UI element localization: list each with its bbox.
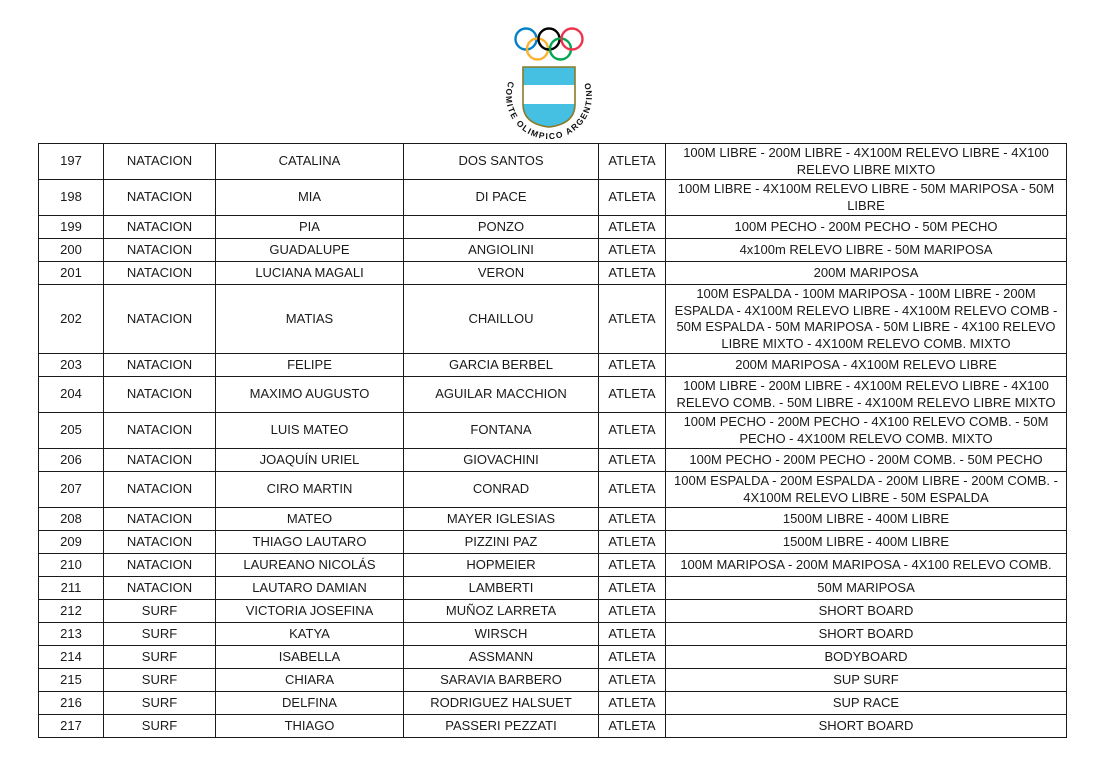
cell-number: 200 [39, 239, 104, 262]
cell-last-name: DOS SANTOS [404, 144, 599, 180]
cell-number: 199 [39, 216, 104, 239]
cell-first-name: CHIARA [216, 669, 404, 692]
table-row [39, 577, 1067, 600]
cell-events: SHORT BOARD [666, 715, 1067, 738]
cell-role: ATLETA [599, 216, 666, 239]
cell-first-name: THIAGO [216, 715, 404, 738]
cell-events: 100M PECHO - 200M PECHO - 50M PECHO [666, 216, 1067, 239]
cell-events: 200M MARIPOSA - 4X100M RELEVO LIBRE [666, 354, 1067, 377]
cell-sport: SURF [104, 715, 216, 738]
table-row [39, 262, 1067, 285]
cell-role: ATLETA [599, 377, 666, 413]
cell-sport: NATACION [104, 508, 216, 531]
cell-sport: NATACION [104, 239, 216, 262]
cell-events: 100M MARIPOSA - 200M MARIPOSA - 4X100 RELEVO COMB. [666, 554, 1067, 577]
cell-role: ATLETA [599, 413, 666, 449]
cell-role: ATLETA [599, 531, 666, 554]
table-row [39, 449, 1067, 472]
cell-role: ATLETA [599, 354, 666, 377]
athletes-table [38, 143, 1067, 738]
cell-first-name: CATALINA [216, 144, 404, 180]
table-row [39, 285, 1067, 354]
table-row [39, 239, 1067, 262]
cell-last-name: PONZO [404, 216, 599, 239]
table-row [39, 180, 1067, 216]
cell-number: 198 [39, 180, 104, 216]
comite-olimpico-argentino-logo [493, 12, 605, 144]
cell-last-name: SARAVIA BARBERO [404, 669, 599, 692]
cell-number: 210 [39, 554, 104, 577]
cell-role: ATLETA [599, 692, 666, 715]
cell-sport: NATACION [104, 285, 216, 354]
cell-events: SUP RACE [666, 692, 1067, 715]
table-row [39, 413, 1067, 449]
cell-first-name: ISABELLA [216, 646, 404, 669]
cell-number: 211 [39, 577, 104, 600]
cell-number: 209 [39, 531, 104, 554]
table-row [39, 554, 1067, 577]
cell-last-name: ANGIOLINI [404, 239, 599, 262]
cell-last-name: FONTANA [404, 413, 599, 449]
cell-role: ATLETA [599, 577, 666, 600]
cell-sport: SURF [104, 623, 216, 646]
cell-first-name: MIA [216, 180, 404, 216]
cell-number: 207 [39, 472, 104, 508]
cell-role: ATLETA [599, 285, 666, 354]
cell-sport: NATACION [104, 472, 216, 508]
cell-sport: NATACION [104, 354, 216, 377]
table-row [39, 623, 1067, 646]
table-row [39, 646, 1067, 669]
cell-last-name: MAYER IGLESIAS [404, 508, 599, 531]
cell-sport: NATACION [104, 262, 216, 285]
cell-last-name: AGUILAR MACCHION [404, 377, 599, 413]
cell-role: ATLETA [599, 623, 666, 646]
cell-last-name: WIRSCH [404, 623, 599, 646]
cell-last-name: MUÑOZ LARRETA [404, 600, 599, 623]
cell-first-name: GUADALUPE [216, 239, 404, 262]
cell-first-name: MAXIMO AUGUSTO [216, 377, 404, 413]
table-row [39, 531, 1067, 554]
cell-first-name: MATEO [216, 508, 404, 531]
cell-sport: NATACION [104, 554, 216, 577]
cell-role: ATLETA [599, 472, 666, 508]
table-row [39, 692, 1067, 715]
olympic-rings-icon [516, 29, 583, 60]
cell-first-name: CIRO MARTIN [216, 472, 404, 508]
cell-last-name: DI PACE [404, 180, 599, 216]
cell-events: BODYBOARD [666, 646, 1067, 669]
cell-sport: NATACION [104, 449, 216, 472]
logo-arc-text: COMITE OLIMPICO ARGENTINO [503, 80, 595, 142]
cell-number: 205 [39, 413, 104, 449]
cell-number: 203 [39, 354, 104, 377]
cell-events: SUP SURF [666, 669, 1067, 692]
cell-events: 100M LIBRE - 200M LIBRE - 4X100M RELEVO LIBRE - 4X100 RELEVO COMB. - 50M LIBRE - 4X100M RELEVO LIBRE MIXTO [666, 377, 1067, 413]
cell-events: 100M LIBRE - 200M LIBRE - 4X100M RELEVO LIBRE - 4X100 RELEVO LIBRE MIXTO [666, 144, 1067, 180]
cell-last-name: PASSERI PEZZATI [404, 715, 599, 738]
athletes-table-body [39, 144, 1067, 738]
cell-first-name: VICTORIA JOSEFINA [216, 600, 404, 623]
cell-role: ATLETA [599, 180, 666, 216]
cell-events: 100M PECHO - 200M PECHO - 4X100 RELEVO COMB. - 50M PECHO - 4X100M RELEVO COMB. MIXTO [666, 413, 1067, 449]
cell-sport: NATACION [104, 180, 216, 216]
cell-events: 100M PECHO - 200M PECHO - 200M COMB. - 50M PECHO [666, 449, 1067, 472]
cell-role: ATLETA [599, 646, 666, 669]
cell-number: 212 [39, 600, 104, 623]
cell-number: 202 [39, 285, 104, 354]
cell-first-name: LAUTARO DAMIAN [216, 577, 404, 600]
cell-first-name: PIA [216, 216, 404, 239]
cell-events: SHORT BOARD [666, 623, 1067, 646]
cell-last-name: VERON [404, 262, 599, 285]
cell-number: 213 [39, 623, 104, 646]
cell-sport: NATACION [104, 577, 216, 600]
cell-sport: NATACION [104, 216, 216, 239]
cell-number: 215 [39, 669, 104, 692]
cell-sport: NATACION [104, 144, 216, 180]
cell-role: ATLETA [599, 600, 666, 623]
cell-last-name: HOPMEIER [404, 554, 599, 577]
cell-first-name: LUIS MATEO [216, 413, 404, 449]
table-row [39, 715, 1067, 738]
cell-sport: NATACION [104, 377, 216, 413]
cell-events: 100M ESPALDA - 100M MARIPOSA - 100M LIBRE - 200M ESPALDA - 4X100M RELEVO LIBRE - 4X100M RELEVO COMB - 50M ESPALDA - 50M MARIPOSA - 50M LIBRE - 4X100 RELEVO LIBRE MIXTO - 4X100M RELEVO COMB. MIXTO [666, 285, 1067, 354]
cell-first-name: KATYA [216, 623, 404, 646]
cell-sport: SURF [104, 692, 216, 715]
cell-first-name: THIAGO LAUTARO [216, 531, 404, 554]
table-row [39, 216, 1067, 239]
cell-events: 100M LIBRE - 4X100M RELEVO LIBRE - 50M MARIPOSA - 50M LIBRE [666, 180, 1067, 216]
cell-sport: SURF [104, 600, 216, 623]
cell-role: ATLETA [599, 669, 666, 692]
table-row [39, 669, 1067, 692]
cell-events: SHORT BOARD [666, 600, 1067, 623]
table-row [39, 144, 1067, 180]
cell-sport: NATACION [104, 531, 216, 554]
cell-first-name: DELFINA [216, 692, 404, 715]
cell-number: 214 [39, 646, 104, 669]
cell-last-name: RODRIGUEZ HALSUET [404, 692, 599, 715]
table-row [39, 472, 1067, 508]
cell-last-name: ASSMANN [404, 646, 599, 669]
cell-last-name: LAMBERTI [404, 577, 599, 600]
cell-events: 100M ESPALDA - 200M ESPALDA - 200M LIBRE - 200M COMB. - 4X100M RELEVO LIBRE - 50M ESPALDA [666, 472, 1067, 508]
cell-first-name: LAUREANO NICOLÁS [216, 554, 404, 577]
cell-last-name: PIZZINI PAZ [404, 531, 599, 554]
cell-role: ATLETA [599, 262, 666, 285]
cell-sport: SURF [104, 646, 216, 669]
cell-last-name: CHAILLOU [404, 285, 599, 354]
cell-first-name: FELIPE [216, 354, 404, 377]
cell-first-name: JOAQUÍN URIEL [216, 449, 404, 472]
table-row [39, 508, 1067, 531]
cell-number: 201 [39, 262, 104, 285]
cell-number: 208 [39, 508, 104, 531]
table-row [39, 600, 1067, 623]
cell-number: 197 [39, 144, 104, 180]
table-row [39, 377, 1067, 413]
cell-events: 200M MARIPOSA [666, 262, 1067, 285]
table-row [39, 354, 1067, 377]
cell-role: ATLETA [599, 554, 666, 577]
cell-events: 1500M LIBRE - 400M LIBRE [666, 531, 1067, 554]
cell-events: 4x100m RELEVO LIBRE - 50M MARIPOSA [666, 239, 1067, 262]
cell-number: 204 [39, 377, 104, 413]
cell-first-name: MATIAS [216, 285, 404, 354]
cell-role: ATLETA [599, 449, 666, 472]
cell-last-name: CONRAD [404, 472, 599, 508]
cell-sport: NATACION [104, 413, 216, 449]
cell-number: 217 [39, 715, 104, 738]
argentina-shield-icon [523, 67, 575, 127]
cell-role: ATLETA [599, 715, 666, 738]
cell-role: ATLETA [599, 508, 666, 531]
cell-number: 216 [39, 692, 104, 715]
cell-events: 50M MARIPOSA [666, 577, 1067, 600]
cell-sport: SURF [104, 669, 216, 692]
cell-last-name: GIOVACHINI [404, 449, 599, 472]
cell-role: ATLETA [599, 239, 666, 262]
cell-first-name: LUCIANA MAGALI [216, 262, 404, 285]
cell-last-name: GARCIA BERBEL [404, 354, 599, 377]
cell-events: 1500M LIBRE - 400M LIBRE [666, 508, 1067, 531]
cell-role: ATLETA [599, 144, 666, 180]
cell-number: 206 [39, 449, 104, 472]
